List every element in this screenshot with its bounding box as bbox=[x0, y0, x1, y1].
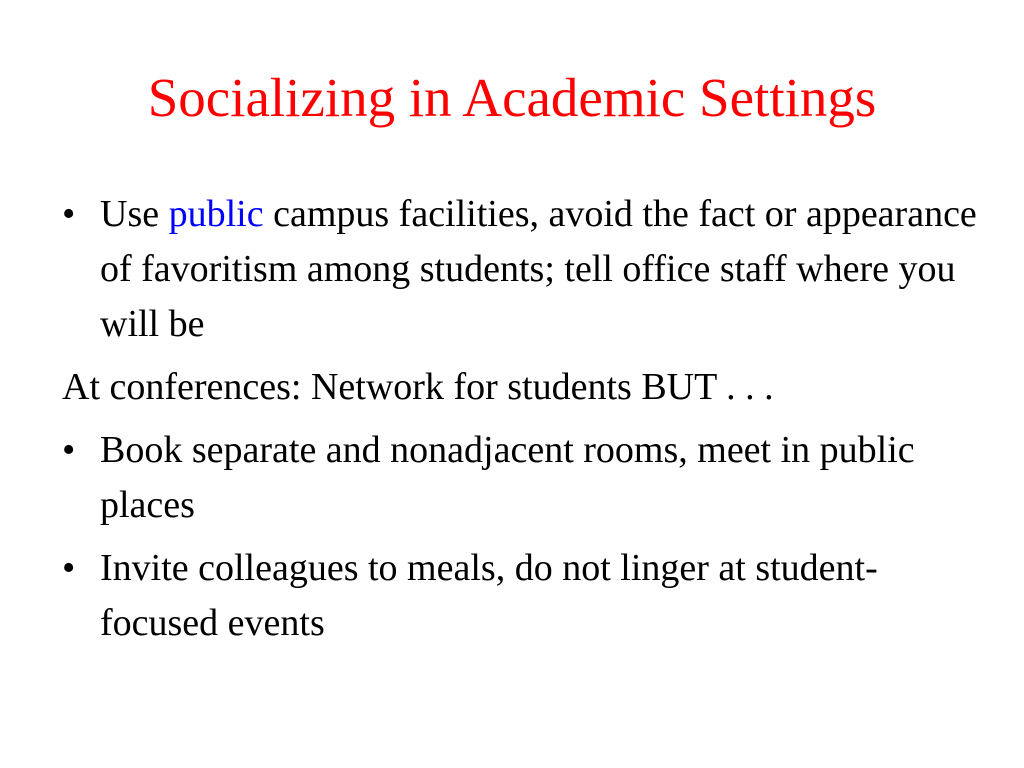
bullet-item-invite-colleagues bbox=[62, 541, 982, 651]
bullet-dot-icon: • bbox=[62, 547, 76, 589]
highlight-word-public: public bbox=[168, 193, 264, 235]
bullet-text-pre: Use bbox=[100, 193, 169, 235]
conference-line: At conferences: Network for students BUT . . . bbox=[62, 366, 774, 408]
slide-body bbox=[62, 187, 982, 659]
bullet-text: Book separate and nonadjacent rooms, meet in public places bbox=[100, 429, 915, 526]
slide-title: Socializing in Academic Settings bbox=[147, 67, 877, 128]
bullet-text: Invite colleagues to meals, do not linger at student-focused events bbox=[100, 547, 878, 644]
bullet-dot-icon: • bbox=[62, 429, 76, 471]
bullet-item-separate-rooms bbox=[62, 423, 982, 533]
bullet-text-post: campus facilities, avoid the fact or appearance of favoritism among students; tell office staff where you will be bbox=[100, 193, 977, 345]
bullet-item-public-facilities bbox=[62, 187, 982, 352]
bullet-dot-icon: • bbox=[62, 193, 76, 235]
